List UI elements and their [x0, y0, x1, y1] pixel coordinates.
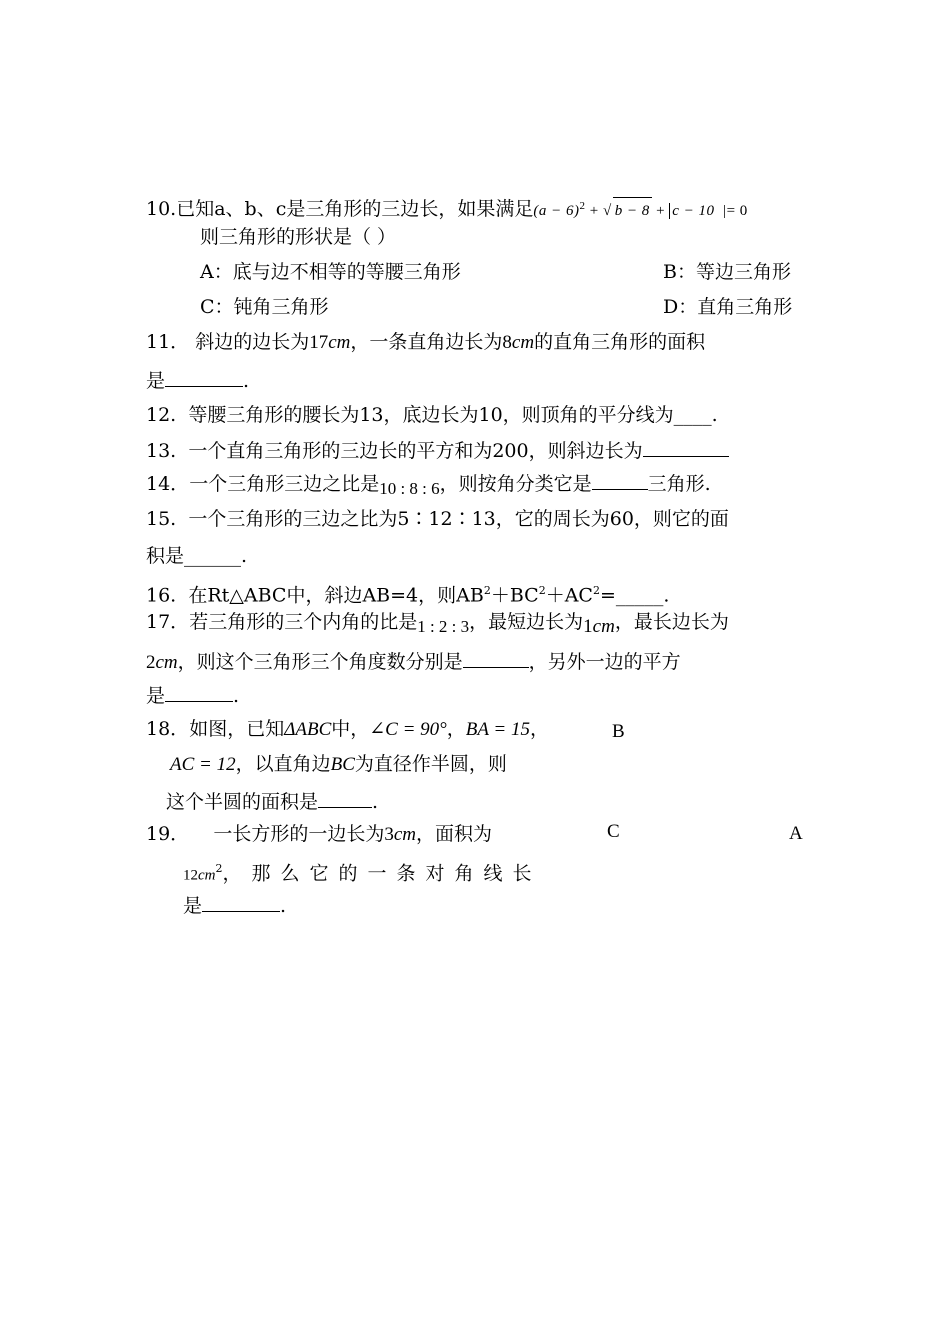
question-11-line2: 是 . — [146, 366, 249, 394]
question-18-line2: AC = 12，以直角边BC为直径作半圆，则 — [170, 753, 507, 775]
question-14: 14．一个三角形三边之比是10 : 8 : 6，则按角分类它是 三角形. — [146, 469, 711, 498]
question-12: 12. 等腰三角形的腰长为13，底边长为10，则顶角的平分线为____. — [146, 404, 718, 426]
figure-point-b: B — [612, 721, 625, 742]
formula: $(a - 6)^2$ + √ b − 8 + c − 10 |= 0 — [533, 203, 747, 219]
question-10-line1 — [146, 193, 748, 224]
answer-blank[interactable] — [202, 891, 280, 912]
answer-blank[interactable] — [165, 681, 233, 702]
answer-blank[interactable] — [463, 647, 529, 668]
question-18-line1: 18．如图，已知ΔABC中，∠C = 90°，BA = 15， — [146, 718, 550, 740]
question-10-line2: 则三角形的形状是（ ） — [200, 226, 397, 248]
answer-blank[interactable] — [592, 469, 648, 490]
question-15-line2: 积是______. — [146, 545, 248, 567]
figure-point-c: C — [607, 821, 620, 842]
figure-point-a: A — [789, 823, 803, 844]
question-13: 13. 一个直角三角形的三边长的平方和为200，则斜边长为 — [146, 436, 729, 464]
question-16: 16. 在Rt△ABC中，斜边AB=4，则$AB^2+BC^2+AC^2=\_\_\_\_\_$. — [146, 584, 670, 607]
option-a: A：底与边不相等的等腰三角形 — [200, 261, 461, 283]
option-c: C：钝角三角形 — [200, 296, 329, 318]
question-17-line2: 2cm，则这个三角形三个角度数分别是 ，另外一边的平方 — [146, 647, 681, 676]
option-b: B：等边三角形 — [663, 261, 791, 283]
question-15-line1: 15. 一个三角形的三边之比为5∶12∶13，它的周长为60，则它的面 — [146, 508, 729, 530]
question-17-line3: 是 . — [146, 681, 239, 709]
answer-blank[interactable] — [318, 787, 372, 808]
question-18-line3: 这个半圆的面积是 . — [166, 787, 378, 815]
answer-blank[interactable] — [643, 436, 729, 457]
question-19-line3: 是 . — [183, 891, 286, 919]
answer-blank[interactable] — [165, 366, 243, 387]
question-19-line2: $12cm^2$，那么它的一条对角线长 — [183, 862, 542, 885]
question-19-line1: 19． 一长方形的一边长为3cm，面积为 — [146, 823, 493, 845]
option-d: D：直角三角形 — [663, 296, 793, 318]
question-number: 10. — [146, 198, 177, 220]
question-17-line1: 17．若三角形的三个内角的比是1 : 2 : 3，最短边长为1cm，最长边长为 — [146, 611, 729, 637]
question-text: 已知a、b、c是三角形的三边长，如果满足 — [176, 198, 534, 220]
question-11-line1: 11． 斜边的边长为17cm，一条直角边长为8cm的直角三角形的面积 — [146, 331, 706, 353]
